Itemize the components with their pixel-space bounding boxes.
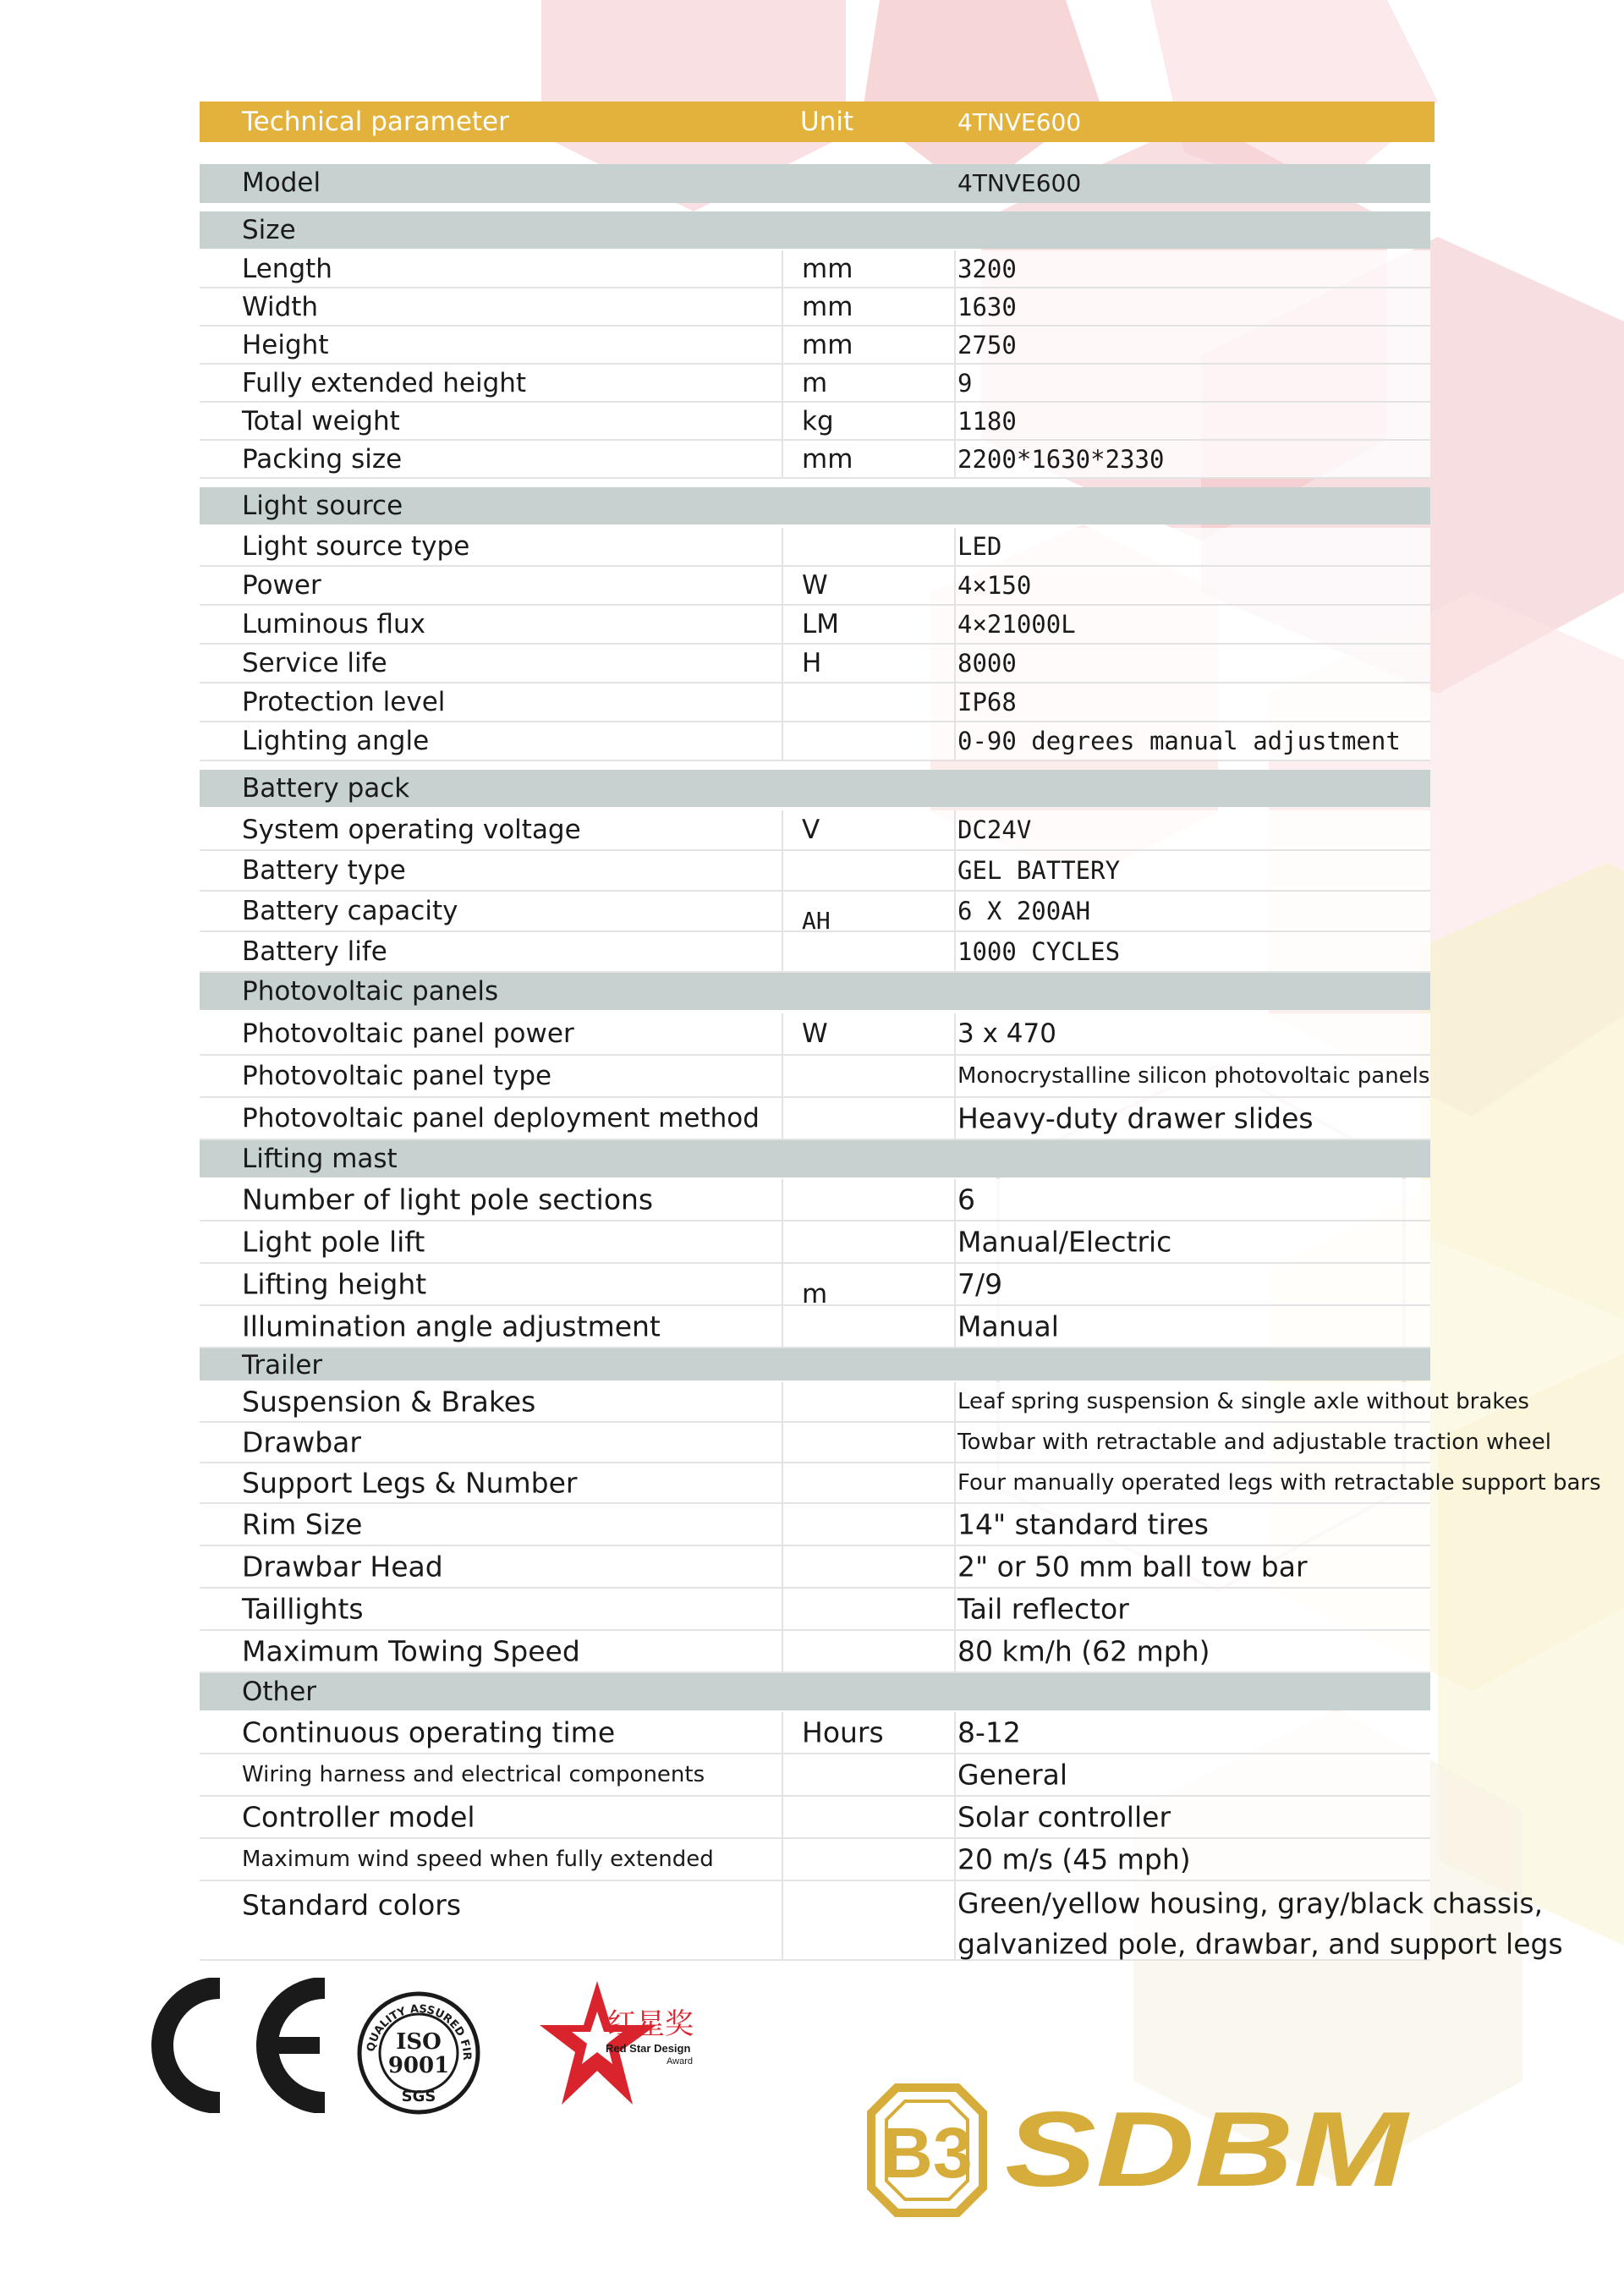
unit-value: H — [802, 648, 822, 678]
unit-value: LM — [802, 609, 840, 639]
table-row — [200, 1631, 1430, 1673]
table-row — [200, 683, 1430, 722]
param-label: Service life — [242, 648, 387, 678]
unit-value: W — [802, 570, 828, 601]
iso-seal-icon — [355, 1990, 482, 2116]
iso-line1: ISO — [396, 2029, 442, 2055]
red-star-icon — [538, 1978, 724, 2113]
section-title: Lifting mast — [242, 1144, 398, 1174]
param-label: Photovoltaic panel power — [242, 1018, 574, 1049]
param-label: Fully extended height — [242, 367, 527, 398]
section-lifting-mast — [200, 1140, 1430, 1177]
table-row — [200, 722, 1430, 761]
table-row — [200, 1179, 1430, 1221]
param-label: Illumination angle adjustment — [242, 1309, 661, 1343]
spec-value: 8-12 — [957, 1715, 1021, 1749]
unit-value: mm — [802, 291, 853, 322]
spec-value: 80 km/h (62 mph) — [957, 1634, 1210, 1668]
iso-sgs: SGS — [401, 2088, 436, 2105]
param-label: Light pole lift — [242, 1225, 425, 1259]
section-title: Light source — [242, 491, 403, 521]
unit-value: mm — [802, 443, 853, 475]
unit-value: V — [802, 815, 820, 845]
spec-value: 2750 — [957, 330, 1017, 360]
param-label: Height — [242, 329, 329, 360]
table-row — [200, 567, 1430, 606]
spec-value: 9 — [957, 368, 973, 398]
unit-value: mm — [802, 329, 853, 360]
param-label: Battery life — [242, 936, 387, 967]
sdbm-emblem-text: B3 — [881, 2113, 973, 2193]
param-label: Length — [242, 253, 332, 284]
section-title: Battery pack — [242, 773, 410, 804]
table-row — [200, 606, 1430, 645]
param-label: Photovoltaic panel deployment method — [242, 1103, 760, 1134]
battery-shared-unit: AH — [802, 907, 831, 935]
spec-value: 2" or 50 mm ball tow bar — [957, 1550, 1308, 1584]
red-star-cn: 红星奖 — [607, 2007, 694, 2041]
table-row — [200, 1382, 1529, 1423]
sdbm-brand-logo — [863, 2083, 1438, 2218]
param-label: Width — [242, 291, 319, 322]
spec-value: Monocrystalline silicon photovoltaic panels — [957, 1063, 1430, 1089]
table-row — [200, 810, 1430, 851]
table-row — [200, 288, 1430, 327]
table-row — [200, 250, 1430, 288]
unit-value: mm — [802, 253, 853, 284]
table-row — [200, 365, 1430, 403]
spec-value: Heavy-duty drawer slides — [957, 1101, 1314, 1135]
param-label: Battery type — [242, 855, 406, 886]
param-label: Protection level — [242, 687, 446, 717]
table-row — [200, 1423, 1551, 1463]
table-row — [200, 1712, 1430, 1754]
table-row — [200, 645, 1430, 683]
spec-value: 3200 — [957, 254, 1017, 283]
spec-value: 14" standard tires — [957, 1507, 1209, 1541]
param-label: Drawbar Head — [242, 1550, 443, 1584]
table-row — [200, 1797, 1430, 1839]
spec-value: 3 x 470 — [957, 1018, 1056, 1049]
model-value: 4TNVE600 — [957, 169, 1082, 197]
section-photovoltaic — [200, 973, 1430, 1010]
param-label: System operating voltage — [242, 815, 581, 845]
spec-value: 6 — [957, 1183, 975, 1216]
red-star-award-logo — [538, 1978, 724, 2113]
spec-value: 1000 CYCLES — [957, 937, 1121, 966]
sdbm-wordmark: SDBM — [1005, 2089, 1411, 2209]
spec-value: 1630 — [957, 292, 1017, 321]
spec-value: Solar controller — [957, 1800, 1171, 1834]
param-label: Photovoltaic panel type — [242, 1061, 552, 1091]
unit-value: W — [802, 1018, 828, 1049]
spec-value: 1180 — [957, 406, 1017, 436]
header-model: 4TNVE600 — [957, 108, 1082, 136]
param-label: Standard colors — [242, 1888, 462, 1922]
spec-value: 7/9 — [957, 1267, 1003, 1301]
param-label: Lighting angle — [242, 726, 430, 756]
iso-9001-seal — [355, 1990, 482, 2116]
table-row — [200, 932, 1430, 973]
ce-mark-icon — [135, 1978, 338, 2113]
param-label: Drawbar — [242, 1425, 361, 1459]
param-label: Packing size — [242, 443, 403, 475]
param-label: Suspension & Brakes — [242, 1385, 536, 1419]
table-row — [200, 1589, 1430, 1631]
table-row — [200, 1754, 1430, 1797]
param-label: Total weight — [242, 405, 400, 436]
table-row — [200, 1463, 1601, 1504]
unit-value: Hours — [802, 1715, 884, 1749]
table-row — [200, 851, 1430, 892]
spec-value: Green/yellow housing, gray/black chassis, — [957, 1886, 1544, 1920]
param-label: Controller model — [242, 1800, 475, 1834]
table-row — [200, 1056, 1430, 1098]
spec-value: 8000 — [957, 649, 1017, 678]
model-row — [200, 164, 1430, 203]
param-label: Luminous flux — [242, 609, 425, 639]
param-label: Support Legs & Number — [242, 1466, 578, 1500]
spec-value: Tail reflector — [957, 1592, 1129, 1626]
spec-value: 2200*1630*2330 — [957, 444, 1165, 474]
sdbm-emblem-icon — [863, 2083, 1438, 2218]
param-label: Taillights — [242, 1592, 364, 1626]
table-row — [200, 1221, 1430, 1264]
iso-line2: 9001 — [387, 2053, 450, 2078]
spec-value: DC24V — [957, 815, 1032, 844]
section-battery-pack — [200, 770, 1430, 807]
table-row — [200, 1881, 1563, 1961]
spec-value: LED — [957, 532, 1002, 561]
section-title: Photovoltaic panels — [242, 976, 499, 1007]
table-row — [200, 1546, 1430, 1589]
section-light-source — [200, 487, 1430, 524]
table-row — [200, 1013, 1430, 1056]
section-trailer — [200, 1348, 1430, 1381]
ce-mark-logo — [135, 1978, 338, 2113]
spec-value-line2: galvanized pole, drawbar, and support legs — [957, 1927, 1563, 1961]
table-row — [200, 1839, 1430, 1881]
section-title: Size — [242, 215, 296, 245]
table-row — [200, 1098, 1430, 1140]
param-label: Rim Size — [242, 1507, 363, 1541]
section-title: Trailer — [242, 1350, 323, 1381]
section-title: Other — [242, 1677, 317, 1707]
header-parameter: Technical parameter — [242, 107, 509, 137]
red-star-line2: Award — [667, 2056, 693, 2067]
iso-ring-text: QUALITY ASSURED FIR — [365, 2002, 474, 2061]
param-label: Number of light pole sections — [242, 1183, 654, 1216]
mast-shared-unit: m — [802, 1279, 828, 1309]
section-size — [200, 211, 1430, 249]
table-row — [200, 327, 1430, 365]
table-row — [200, 403, 1430, 441]
param-label: Wiring harness and electrical components — [242, 1762, 705, 1787]
table-row — [200, 1504, 1430, 1546]
param-label: Maximum Towing Speed — [242, 1634, 580, 1668]
spec-value: 4×150 — [957, 571, 1032, 600]
param-label: Power — [242, 570, 321, 601]
spec-value: Four manually operated legs with retractable support bars — [957, 1470, 1601, 1496]
spec-value: 0-90 degrees manual adjustment — [957, 727, 1401, 755]
red-star-line1: Red Star Design — [606, 2042, 691, 2055]
header-unit: Unit — [800, 107, 854, 137]
spec-value: 20 m/s (45 mph) — [957, 1842, 1191, 1876]
param-label: Maximum wind speed when fully extended — [242, 1847, 714, 1872]
unit-value: kg — [802, 405, 834, 436]
param-label: Light source type — [242, 531, 470, 562]
param-label: Battery capacity — [242, 896, 458, 926]
table-row — [200, 441, 1430, 479]
unit-value: m — [802, 367, 828, 398]
spec-value: GEL BATTERY — [957, 856, 1121, 885]
model-label: Model — [242, 167, 321, 198]
spec-value: Towbar with retractable and adjustable traction wheel — [957, 1430, 1551, 1455]
param-label: Lifting height — [242, 1267, 427, 1301]
spec-value: Leaf spring suspension & single axle without brakes — [957, 1389, 1529, 1414]
spec-value: Manual — [957, 1309, 1059, 1343]
spec-value: 6 X 200AH — [957, 897, 1091, 925]
table-header — [200, 102, 1435, 142]
spec-value: 4×21000L — [957, 610, 1076, 639]
spec-value: General — [957, 1758, 1068, 1792]
spec-value: Manual/Electric — [957, 1225, 1172, 1259]
table-row — [200, 1306, 1430, 1348]
param-label: Continuous operating time — [242, 1715, 616, 1749]
table-row — [200, 528, 1430, 567]
spec-value: IP68 — [957, 688, 1017, 716]
section-other — [200, 1673, 1430, 1710]
